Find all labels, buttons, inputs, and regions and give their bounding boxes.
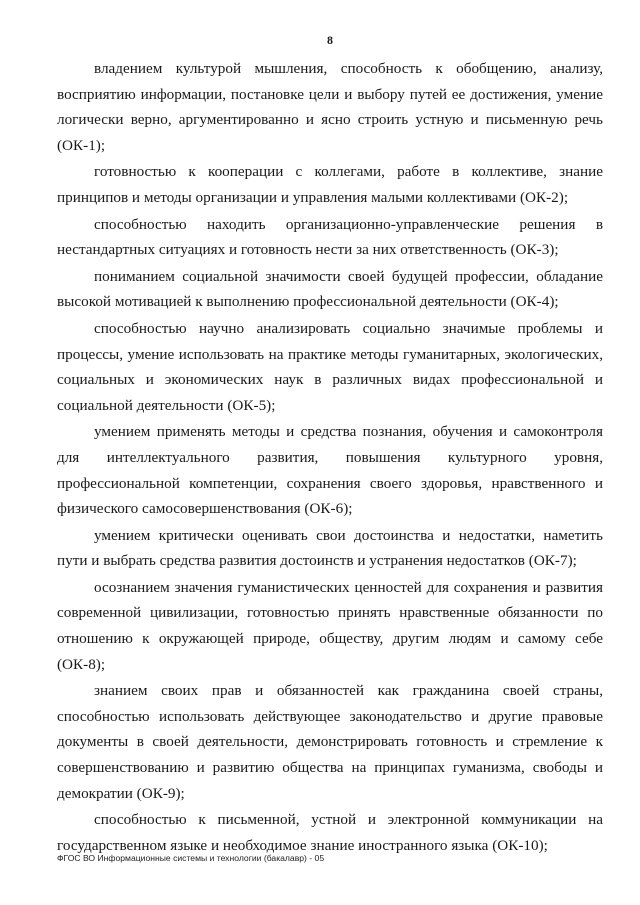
competency-paragraph-ok-6: умением применять методы и средства познания, обучения и самоконтроля для интеллектуального развития, повышения культурного уровня, профессиональной компетенции, сохранения своего здоровья, нравственного и физического самосовершенствования (ОК-6);: [57, 423, 603, 518]
competency-paragraph-ok-7: умением критически оценивать свои достоинства и недостатки, наметить пути и выбрать средства развития достоинств и устранения недостатков (ОК-7);: [57, 526, 603, 570]
competency-paragraph-ok-5: способностью научно анализировать социально значимые проблемы и процессы, умение использовать на практике методы гуманитарных, экологических, социальных и экономических наук в различных видах профессиональной и социальной деятельности (ОК-5);: [57, 319, 603, 414]
competency-paragraph-ok-9: знанием своих прав и обязанностей как гражданина своей страны, способностью использовать действующее законодательство и другие правовые документы в своей деятельности, демонстрировать готовность и стремление к совершенствованию и развитию общества на принципах гуманизма, свободы и демократии (ОК-9);: [57, 682, 603, 802]
competency-paragraph-ok-2: готовностью к кооперации с коллегами, работе в коллективе, знание принципов и методы организации и управления малыми коллективами (ОК-2);: [57, 163, 603, 206]
page-footer: ФГОС ВО Информационные системы и технологии (бакалавр) - 05: [57, 853, 325, 863]
competency-paragraph-ok-8: осознанием значения гуманистических ценностей для сохранения и развития современной цивилизации, готовностью принять нравственные обязанности по отношению к окружающей природе, обществу, другим людям и самому себе (ОК-8);: [57, 578, 603, 673]
document-body: [57, 56, 603, 859]
competency-paragraph-ok-1: владением культурой мышления, способность к обобщению, анализу, восприятию информации, постановке цели и выбору путей ее достижения, умение логически верно, аргументированно и ясно строить устную и письменную речь (ОК-1);: [57, 60, 603, 154]
page-number: 8: [327, 33, 333, 47]
competency-paragraph-ok-4: пониманием социальной значимости своей будущей профессии, обладание высокой мотивацией к выполнению профессиональной деятельности (ОК-4);: [57, 267, 603, 311]
competency-paragraph-ok-3: способностью находить организационно-управленческие решения в нестандартных ситуациях и готовность нести за них ответственность (ОК-3);: [57, 215, 603, 259]
competency-paragraph-ok-10: способностью к письменной, устной и электронной коммуникации на государственном языке и необходимое знание иностранного языка (ОК-10);: [57, 811, 603, 854]
